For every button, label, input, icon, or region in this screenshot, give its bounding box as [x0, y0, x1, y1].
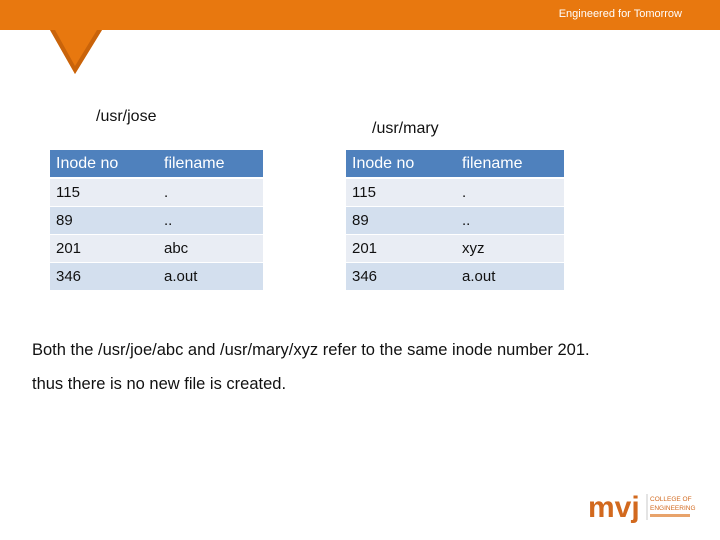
logo-text-line1: COLLEGE OF	[650, 496, 692, 503]
column-header-inode: Inode no	[50, 150, 158, 178]
column-header-filename: filename	[456, 150, 564, 178]
cell-filename: .	[456, 178, 564, 206]
cell-filename: a.out	[456, 262, 564, 290]
cell-inode: 89	[50, 206, 158, 234]
table-row	[346, 178, 564, 206]
conclusion-text: thus there is no new file is created.	[32, 375, 287, 393]
cell-inode: 115	[346, 178, 456, 206]
logo-mark: mvj	[588, 491, 640, 524]
cell-inode: 89	[346, 206, 456, 234]
table-row	[346, 206, 564, 234]
dir-label-jose: /usr/jose	[96, 108, 157, 125]
table-row	[346, 234, 564, 262]
table-row	[50, 178, 263, 206]
cell-inode: 201	[50, 234, 158, 262]
cell-filename: abc	[158, 234, 263, 262]
cell-inode: 346	[346, 262, 456, 290]
logo-tagline-bar	[650, 514, 690, 517]
inode-table-mary	[346, 150, 564, 291]
cell-filename: ..	[456, 206, 564, 234]
table-row	[50, 262, 263, 290]
cell-filename: a.out	[158, 262, 263, 290]
header-tagline: Engineered for Tomorrow	[558, 8, 682, 20]
cell-filename: xyz	[456, 234, 564, 262]
explanation-text: Both the /usr/joe/abc and /usr/mary/xyz refer to the same inode number 201.	[32, 341, 590, 359]
table-row	[346, 262, 564, 290]
cell-inode: 115	[50, 178, 158, 206]
cell-filename: ..	[158, 206, 263, 234]
column-header-inode: Inode no	[346, 150, 456, 178]
table-row	[50, 206, 263, 234]
table-header-row	[50, 150, 263, 178]
column-header-filename: filename	[158, 150, 263, 178]
college-logo	[588, 490, 698, 524]
inode-table-jose	[50, 150, 263, 291]
dir-label-mary: /usr/mary	[372, 120, 439, 137]
cell-filename: .	[158, 178, 263, 206]
cell-inode: 346	[50, 262, 158, 290]
table-header-row	[346, 150, 564, 178]
table-row	[50, 234, 263, 262]
cell-inode: 201	[346, 234, 456, 262]
logo-text-line2: ENGINEERING	[650, 505, 696, 512]
